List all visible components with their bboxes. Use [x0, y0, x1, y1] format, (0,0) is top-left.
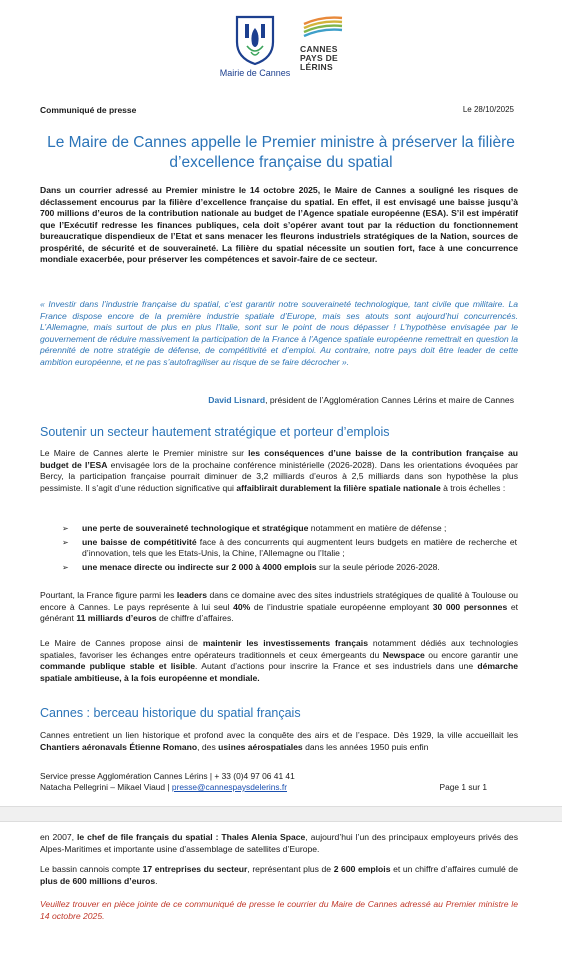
section1-paragraph3	[40, 638, 518, 684]
text-run: .	[155, 875, 158, 886]
lerins-line1: CANNES	[300, 44, 338, 54]
text-run: . Autant d’actions pour inscrire la France et ses industriels dans une	[195, 661, 478, 671]
header-logos	[0, 14, 562, 84]
impact-bullet-list	[62, 523, 517, 575]
text-run: Le bassin cannois compte	[40, 864, 143, 874]
arrow-bullet-icon: ➢	[62, 562, 69, 572]
text-run: notamment en matière de défense ;	[308, 523, 447, 533]
press-label: Communiqué de presse	[40, 105, 137, 115]
text-run-bold: usines aérospatiales	[218, 741, 303, 752]
text-run-bold: une perte de souveraineté technologique et stratégique	[82, 523, 309, 533]
text-run-bold: maintenir les investissements français	[202, 638, 368, 648]
page-separator	[0, 806, 562, 822]
footer-names: Natacha Pellegrini – Mikael Viaud |	[40, 782, 172, 792]
text-run-bold: démarche spatiale ambitieuse, à la fois européenne et mondiale.	[40, 661, 518, 683]
arrow-bullet-icon: ➢	[62, 537, 69, 547]
mairie-label: Mairie de Cannes	[219, 68, 291, 78]
text-run-bold: les conséquences d’une baisse de la contribution française au budget de l’ESA	[40, 448, 518, 470]
section-heading-strategic: Soutenir un secteur hautement stratégique et porteur d’emplois	[40, 425, 390, 439]
text-run: Pourtant, la France figure parmi les	[40, 590, 177, 600]
text-run-bold: une menace directe ou indirecte sur 2 000 à 4000 emplois	[82, 561, 317, 572]
text-run-bold: plus de 600 millions d’euros	[40, 875, 156, 886]
text-run-bold: 11 milliards d’euros	[76, 613, 157, 623]
text-run-bold: 2 600 emplois	[333, 864, 391, 874]
text-run: Le Maire de Cannes propose ainsi de	[40, 638, 203, 648]
list-item	[62, 562, 517, 574]
text-run: Le Maire de Cannes alerte le Premier ministre sur	[40, 448, 249, 458]
text-run: , aujourd’hui l’un des principaux employeurs privés des Alpes-Maritimes et importante usine d’assemblage de satellites d’Europe.	[40, 832, 518, 854]
arrow-bullet-icon: ➢	[62, 524, 69, 533]
text-run: , représentant plus de	[247, 864, 334, 874]
section-heading-history: Cannes : berceau historique du spatial français	[40, 706, 301, 720]
text-run: à trois échelles :	[440, 482, 506, 493]
intro-paragraph	[40, 185, 518, 266]
text-run-bold: 30 000 personnes	[432, 601, 508, 612]
page2-paragraph2	[40, 864, 518, 887]
text-run-bold: Chantiers aéronavals Étienne Romano	[40, 741, 198, 752]
lerins-wordmark	[300, 45, 370, 72]
text-run: et un chiffre d’affaires cumulé de	[390, 864, 518, 874]
text-run: , des	[197, 741, 219, 752]
cannes-crest-icon	[233, 14, 277, 66]
intro-text: Dans un courrier adressé au Premier ministre le 14 octobre 2025, le Maire de Cannes a souligné les risques de déclassement encourus par la filière d’excellence française du spatial. En effet, il est envisagé une baisse jusqu’à 700 millions d’euros de la contribution nationale au budget de l’Agence spatiale européenne (ESA). S’il est impératif que l’Exécutif redresse les finances publiques, cela doit s’opérer avant tout par la réduction du fonctionnement bureaucratique dispendieux de l’Etat et sans menacer les fleurons industriels stratégiques de la Nation, sources de prospérité, de sécurité et de souveraineté. La filière du spatial nécessite un soutien fort, face à une concurrence mondiale exacerbée, pour préserver les compétences et savoir-faire de ce secteur.	[40, 185, 518, 264]
text-run-bold: une baisse de compétitivité	[82, 536, 197, 547]
text-run: dans ce domaine avec des sites industriels stratégiques de qualité à Toulouse ou encore à Cannes. Le pays représente à lui seul	[40, 590, 519, 612]
section2-paragraph1	[40, 730, 518, 753]
text-run: de chiffre d’affaires.	[156, 613, 234, 623]
text-run: sur la seule période 2026-2028.	[316, 561, 440, 572]
signature-name: David Lisnard	[208, 395, 266, 405]
text-run: envisagée lors de la prochaine conférence ministérielle (2026-2028). Dans les orientations évoquées par Bercy, la participation française pourrait diminuer de 3,2 milliards d’euros à 2,5 milliards dans son hypothèse la plus pessimiste. Il s’agit d’une réduction significative qui	[40, 459, 519, 493]
text-run: notamment dédiés aux technologies spatiales, favoriser les échanges entre opérateurs traditionnels et ceux émergeants du	[40, 638, 519, 660]
text-run-bold: Newspace	[382, 649, 425, 660]
section1-paragraph2	[40, 590, 518, 625]
text-run: face à des concurrents qui augmentent leurs budgets en matière de recherche et d’innovation, tels que les Etats-Unis, la Chine, l’Allemagne ou l’Italie ;	[82, 536, 517, 558]
text-run-bold: affaiblirait durablement la filière spatiale nationale	[236, 482, 441, 493]
page2-paragraph1	[40, 832, 518, 855]
lerins-line2: PAYS DE	[300, 53, 339, 63]
text-run-bold: leaders	[176, 590, 208, 600]
page-number: Page 1 sur 1	[439, 782, 487, 792]
text-run-bold: 40%	[233, 601, 251, 612]
press-email-link[interactable]: presse@cannespaysdelerins.fr	[171, 782, 288, 792]
section1-paragraph1	[40, 448, 518, 494]
press-date: Le 28/10/2025	[462, 105, 514, 114]
text-run-bold: 17 entreprises du secteur	[142, 864, 248, 874]
text-run: et générant	[40, 601, 518, 623]
lerins-logo	[300, 14, 370, 72]
signature-role: , président de l’Agglomération Cannes Lérins et maire de Cannes	[265, 395, 514, 405]
mayor-quote: « Investir dans l’industrie française du spatial, c’est garantir notre souveraineté technologique, tant civile que militaire. La France dispose encore de la première industrie spatiale d’Europe, mais ses atouts sont aujourd’hui concurrencés. L’Allemagne, mais surtout de plus en plus l’Italie, sont sur le point de nous dépasser ! L’hypothèse envisagée par le gouvernement de réduire massivement la participation de la France à l’Agence spatiale européenne remettrait en question la pérennité de notre stratégie de défense, de compétitivité et d’emploi. Au contraire, notre pays doit être leader de cette ambition européenne, et ne pas s’autofragiliser au risque de se faire décrocher ».	[40, 299, 518, 367]
text-run: Cannes entretient un lien historique et profond avec la conquête des airs et de l’espace. Dès 1929, la ville accueillait les	[40, 730, 518, 740]
list-item	[62, 537, 517, 560]
text-run: de l’industrie spatiale européenne employant	[250, 601, 433, 612]
text-run: dans les années 1950 puis enfin	[302, 741, 429, 752]
mairie-logo	[215, 14, 295, 78]
text-run: ou encore garantir une	[424, 649, 518, 660]
text-run-bold: le chef de file français du spatial : Thales Alenia Space	[76, 832, 306, 842]
page-2	[0, 822, 562, 960]
lerins-line3: LÉRINS	[300, 62, 333, 72]
lerins-swoosh-icon	[300, 14, 346, 38]
text-run-bold: commande publique stable et lisible	[40, 661, 196, 671]
text-run: en 2007,	[40, 832, 77, 842]
closing-note: Veuillez trouver en pièce jointe de ce communiqué de presse le courrier du Maire de Cannes adressé au Premier ministre le 14 octobre 2025.	[40, 899, 518, 921]
footer-contact-line: Service presse Agglomération Cannes Lérins | + 33 (0)4 97 06 41 41	[40, 771, 295, 781]
quote-signature	[208, 395, 514, 405]
page-title: Le Maire de Cannes appelle le Premier ministre à préserver la filière d’excellence française du spatial	[47, 134, 515, 171]
list-item	[62, 523, 517, 535]
